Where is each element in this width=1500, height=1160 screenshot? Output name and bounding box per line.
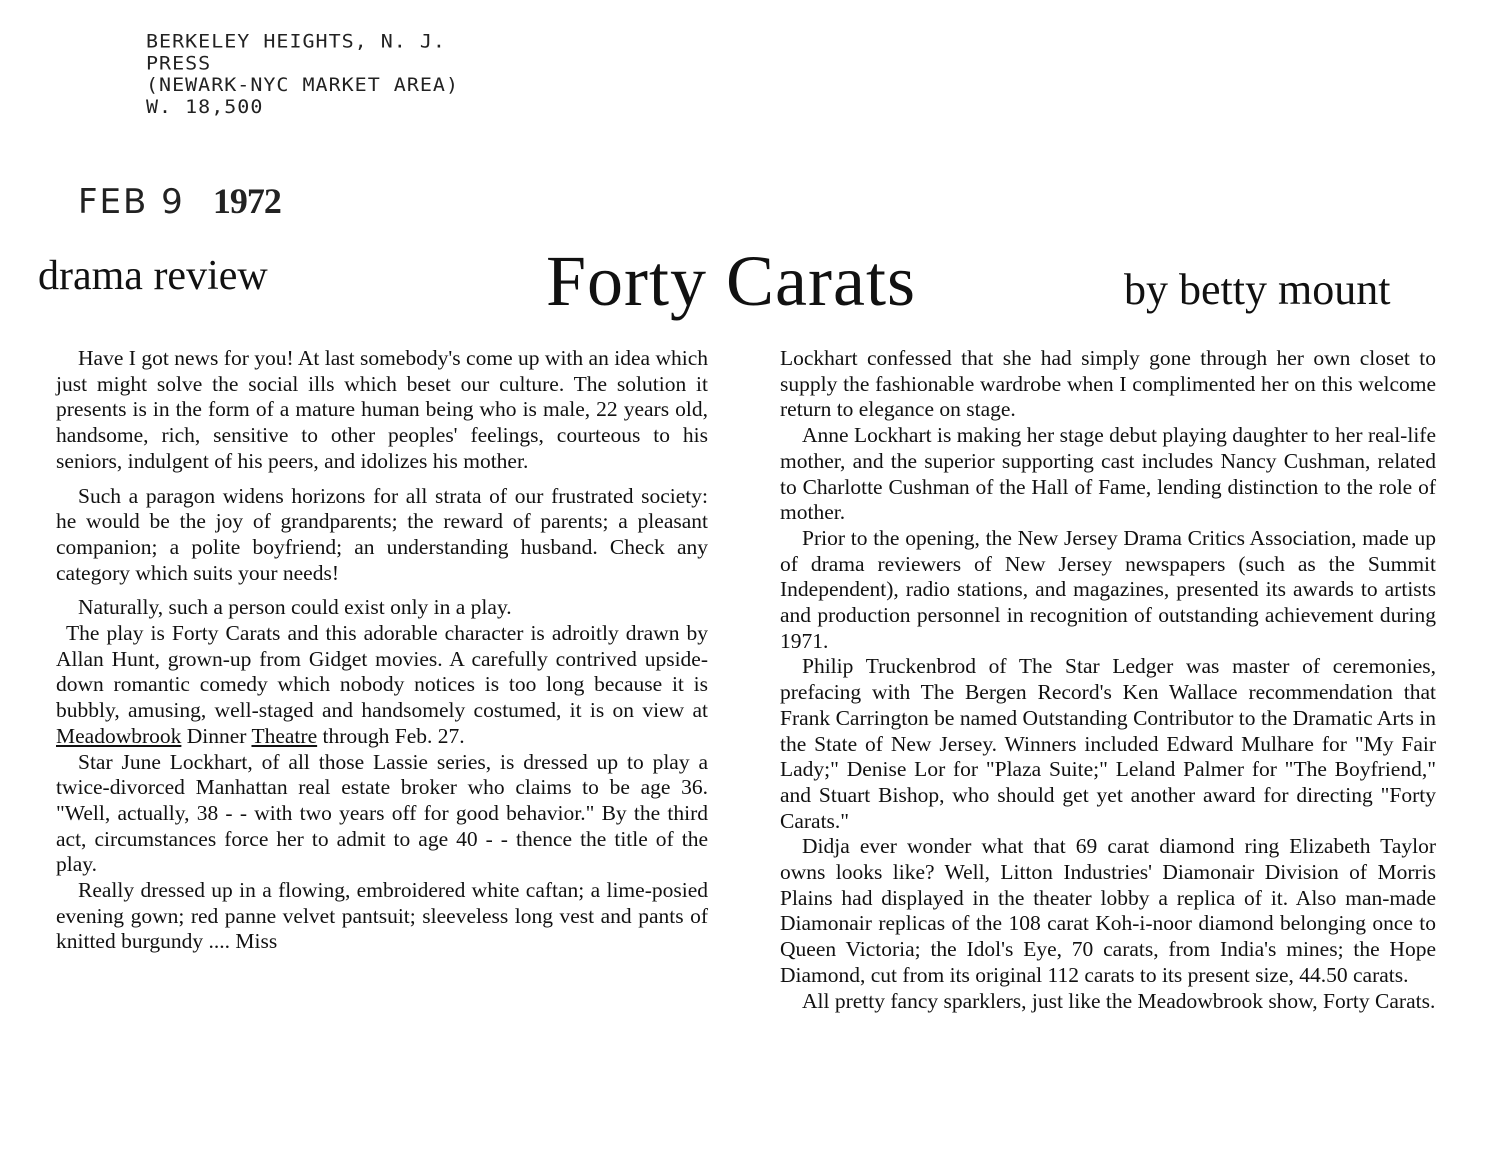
paragraph: Philip Truckenbrod of The Star Ledger was master of ceremonies, prefacing with The Bergen Record's Ken Wallace recommendation that Frank Carrington be named Outstanding Contributor to the Dramatic Arts in the State of New Jersey. Winners included Edward Mulhare for "My Fair Lady;" Denise Lor for "Plaza Suite;" Leland Palmer for "The Boyfriend," and Stuart Bishop, who should get yet another award for directing "Forty Carats.": [780, 654, 1436, 833]
paragraph: Lockhart confessed that she had simply gone through her own closet to supply the fashionable wardrobe when I complimented her on this welcome return to elegance on stage.: [780, 346, 1436, 422]
venue-name: Meadowbrook: [56, 723, 182, 748]
paragraph-text: The play is Forty Carats and this adorable character is adroitly drawn by Allan Hunt, grown-up from Gidget movies. A carefully contrived upside-down romantic comedy which nobody notices is too long because it is bubbly, amusing, well-staged and handsomely costumed, it is on view at: [56, 621, 708, 723]
article-column-right: [780, 346, 1436, 1014]
paragraph: Anne Lockhart is making her stage debut playing daughter to her real-life mother, and the superior supporting cast includes Nancy Cushman, related to Charlotte Cushman of the Hall of Fame, lending distinction to the role of mother.: [780, 423, 1436, 525]
paragraph: Really dressed up in a flowing, embroidered white caftan; a lime-posied evening gown; red panne velvet pantsuit; sleeveless long vest and pants of knitted burgundy .... Miss: [56, 878, 708, 954]
article-column-left: [56, 346, 708, 955]
date-stamp: [78, 180, 281, 222]
byline: by betty mount: [1124, 265, 1391, 314]
paragraph: Star June Lockhart, of all those Lassie series, is dressed up to play a twice-divorced Manhattan real estate broker who claims to be age 36. "Well, actually, 38 - - with two years off for good behavior." By the third act, circumstances force her to admit to age 40 - - thence the title of the play.: [56, 749, 708, 877]
paragraph-text: through Feb. 27.: [317, 723, 465, 748]
paragraph: Naturally, such a person could exist only in a play.: [78, 595, 512, 620]
paragraph-text: Dinner: [181, 723, 252, 748]
date-year: 1972: [212, 181, 281, 221]
stamp-publication: PRESS: [146, 51, 212, 74]
headline: Forty Carats: [546, 241, 916, 321]
section-kicker: drama review: [38, 253, 268, 299]
date-month-day: FEB 9: [78, 182, 185, 222]
stamp-market-area: (NEWARK-NYC MARKET AREA): [146, 73, 459, 96]
paragraph: [56, 621, 708, 750]
paragraph: Didja ever wonder what that 69 carat diamond ring Elizabeth Taylor owns looks like? Well, Litton Industries' Diamonair Division of Morris Plains had displayed in the theater lobby a replica of it. Also man-made Diamonair replicas of the 108 carat Koh-i-noor diamond belonging once to Queen Victoria; the Idol's Eye, 70 carats, from India's mines; the Hope Diamond, cut from its original 112 carats to its present size, 44.50 carats.: [780, 834, 1436, 987]
paragraph: All pretty fancy sparklers, just like the Meadowbrook show, Forty Carats.: [802, 988, 1436, 1013]
clipping-service-stamp: [146, 30, 459, 117]
stamp-circulation: W. 18,500: [146, 94, 264, 118]
paragraph: Such a paragon widens horizons for all strata of our frustrated society: he would be the joy of grandparents; the reward of parents; a pleasant companion; a polite boyfriend; an understanding husband. Check any category which suits your needs!: [56, 483, 708, 585]
paragraph: Have I got news for you! At last somebody's come up with an idea which just might solve the social ills which beset our culture. The solution it presents is in the form of a mature human being who is male, 22 years old, handsome, rich, sensitive to other peoples' feelings, courteous to his seniors, indulgent of his peers, and idolizes his mother.: [56, 346, 708, 473]
paragraph: Prior to the opening, the New Jersey Drama Critics Association, made up of drama reviewers of New Jersey newspapers (such as the Summit Independent), radio stations, and magazines, presented its awards to artists and production personnel in recognition of outstanding achievement during 1971.: [780, 525, 1436, 653]
stamp-town: BERKELEY HEIGHTS, N. J.: [146, 29, 446, 53]
venue-name-cont: Theatre: [251, 723, 318, 748]
